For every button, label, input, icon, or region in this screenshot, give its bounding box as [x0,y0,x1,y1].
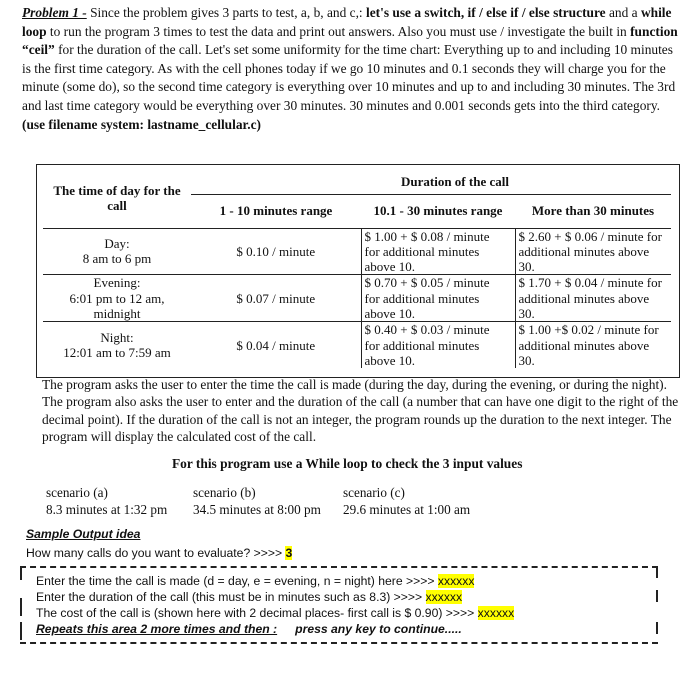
rate-mid-line-1: $ 0.70 + $ 0.05 / minute [364,275,490,291]
sample-line-value: xxxxxx [437,574,475,588]
rate-mid-line-3: above 10. [364,305,416,321]
time-label: Night: [100,329,134,345]
rate-short-cell: $ 0.07 / minute [191,275,361,322]
header-range-over-30: More than 30 minutes [515,194,671,228]
rate-long-cell [515,275,671,322]
dashed-bottom-border [20,642,658,644]
time-label: Evening: [93,275,141,291]
left-border-top [20,566,22,580]
sample-prompt [26,546,292,560]
table-row [43,228,671,275]
header-range-10-30: 10.1 - 30 minutes range [361,194,515,228]
header-duration: Duration of the call [401,173,509,189]
problem-title: Problem 1 - [22,5,87,20]
rate-mid-line-1: $ 0.40 + $ 0.03 / minute [364,322,490,338]
rate-long-cell [515,322,671,368]
program-description: The program asks the user to enter the time the call is made (during the day, during the evening, or during the night). The program also asks the user to enter and the duration of the call (a number that can have one digit to the right of the decimal point). If the duration of the call is not an integer, the program rounds up the duration to the next integer. The program will display the calculated cost of the call. [42,377,679,445]
rate-long-line-3: 30. [518,305,535,321]
filename-note: (use filename system: lastname_cellular.c) [22,116,261,132]
sample-prompt-value: 3 [285,546,293,560]
dashed-top-border [20,566,658,568]
time-range: 12:01 am to 7:59 am [63,345,171,361]
time-label: Day: [104,236,130,252]
sample-line-value: xxxxxx [477,606,515,620]
scenario-label: scenario (b) [193,485,256,500]
time-range: 8 am to 6 pm [82,251,152,267]
sample-line-text: Enter the duration of the call (this must be in minutes such as 8.3) >>>> [36,590,426,604]
sample-line-cost [36,606,514,620]
left-border-mid [20,598,22,616]
rate-long-line-2: additional minutes above [518,337,650,353]
press-key-text: press any key to continue..... [295,622,462,636]
scenario-c [343,484,470,518]
problem-text-7: for the duration of the call. Let's set some uniformity for the time chart: Everything up to and including 10 minutes is the first time category. As with the cell phones today if we go 10 minutes and 0.1 seconds they will charge you for the minute (some do), so the second time category is everything over 10 minutes and up to and including 30 minutes. The 3rd and last time category would be everything over 30 minutes. 30 minutes and 0.001 seconds gets into the third category. [22,42,676,113]
problem-text-1: Since the problem gives 3 parts to test, a, b, and c,: [86,5,366,20]
scenario-value: 34.5 minutes at 8:00 pm [193,502,321,517]
time-night-cell [43,322,191,368]
rate-long-line-2: additional minutes above [518,290,650,306]
problem-statement [22,4,678,134]
problem-text-3: and a [605,5,641,20]
rate-long-line-1: $ 2.60 + $ 0.06 / minute for [518,228,662,244]
repeat-text: Repeats this area 2 more times and then : [36,622,278,636]
rate-long-line-3: 30. [518,259,535,275]
table-row [43,275,671,322]
right-border-mid [656,590,658,602]
sample-line-time [36,574,474,588]
rate-long-line-1: $ 1.70 + $ 0.04 / minute for [518,275,662,291]
rates-table-box [36,164,680,378]
while-loop-note: For this program use a While loop to check the 3 input values [172,456,523,471]
sample-prompt-text: How many calls do you want to evaluate? >>>> [26,546,286,560]
time-range-cont: midnight [93,305,141,321]
sample-line-value: xxxxxx [425,590,463,604]
sample-line-duration [36,590,462,604]
table-row [43,322,671,368]
time-day-cell [43,228,191,275]
scenario-label: scenario (c) [343,485,405,500]
rate-long-line-3: 30. [518,352,535,368]
scenario-b [193,484,321,518]
sample-line-text: The cost of the call is (shown here with 2 decimal places- first call is $ 0.90) >>>> [36,606,478,620]
problem-structure-text: let's use a switch, if / else if / else structure [366,5,606,20]
scenario-value: 29.6 minutes at 1:00 am [343,502,471,517]
rate-mid-line-1: $ 1.00 + $ 0.08 / minute [364,228,490,244]
sample-line-repeat [36,622,462,636]
right-border-low [656,622,658,634]
rate-mid-line-2: for additional minutes [364,290,480,306]
rate-short-cell: $ 0.04 / minute [236,337,316,353]
time-range: 6:01 pm to 12 am, [69,290,165,306]
rate-mid-cell [361,322,515,368]
right-border-top [656,568,658,578]
rates-table [43,169,671,368]
rate-mid-line-2: for additional minutes [364,337,480,353]
problem-while-text: while loop [22,5,672,39]
rate-mid-cell [361,228,515,275]
rate-long-line-1: $ 1.00 +$ 0.02 / minute for [518,322,659,338]
time-evening-cell [43,275,191,322]
sample-line-text: Enter the time the call is made (d = day, e = evening, n = night) here >>>> [36,574,438,588]
rate-short-cell: $ 0.10 / minute [191,228,361,275]
sample-output-title: Sample Output idea [26,527,141,541]
rate-mid-cell [361,275,515,322]
rate-mid-line-3: above 10. [364,352,416,368]
header-time-of-day: The time of day for the call [53,182,181,214]
rate-mid-line-3: above 10. [364,259,416,275]
scenario-label: scenario (a) [46,485,108,500]
rate-long-cell [515,228,671,275]
scenario-value: 8.3 minutes at 1:32 pm [46,502,168,517]
left-border-low [20,622,22,640]
scenario-a [46,484,167,518]
problem-text-5: to run the program 3 times to test the data and print out answers. Also you must use / investigate the built in [46,23,631,39]
problem-ceil-text: function “ceil” [22,23,678,58]
header-range-1-10: 1 - 10 minutes range [191,194,361,228]
rate-mid-line-2: for additional minutes [364,243,480,259]
rate-long-line-2: additional minutes above [518,243,650,259]
